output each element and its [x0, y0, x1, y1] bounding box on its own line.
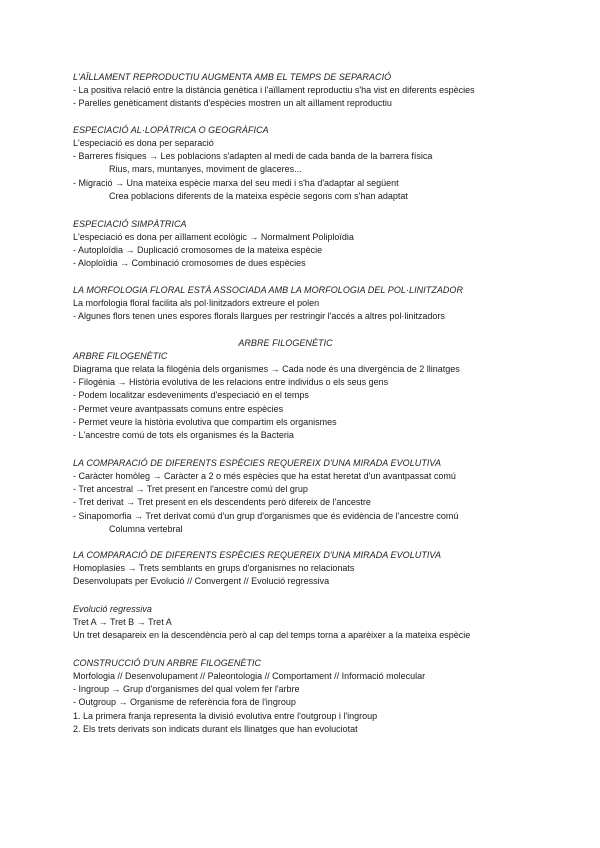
text-line-indented: Rius, mars, muntanyes, moviment de glaceres... — [109, 164, 302, 175]
section-heading: ESPECIACIÓ AL·LOPÀTRICA O GEOGRÀFICA — [73, 125, 269, 135]
text-line: - Algunes flors tenen unes espores florals llargues per restringir l'accés a altres pol·linitzadors — [73, 311, 445, 322]
section-heading: Evolució regressiva — [73, 604, 152, 614]
text-line: - Parelles genèticament distants d'espècies mostren un alt aïllament reproductiu — [73, 98, 392, 109]
text-line: - Outgroup → Organisme de referència fora de l'ingroup — [73, 697, 296, 708]
text-line: L'especiació es dona per aïllament ecològic → Normalment Poliploïdia — [73, 232, 354, 242]
text-line-indented: Columna vertebral — [109, 523, 183, 534]
text-line: - Sinapomorfia → Tret derivat comú d'un grup d'organismes que és evidència de l'ancestre comú — [73, 510, 459, 521]
section-construccio — [73, 657, 553, 736]
text-line: - La positiva relació entre la distància genètica i l'aïllament reproductiu s'ha vist en diferents espècies — [73, 85, 475, 95]
text-line: 2. Els trets derivats son indicats durant els llinatges que han evoluciotat — [73, 723, 358, 734]
section-evolucio-regressiva — [73, 603, 553, 642]
section-aillament — [73, 71, 553, 110]
text-line: - Tret derivat → Tret present en els descendents però difereix de l'ancestre — [73, 497, 371, 508]
section-comparacio-1 — [73, 457, 553, 536]
section-heading: ESPECIACIÓ SIMPÀTRICA — [73, 219, 187, 229]
text-line-indented: Crea poblacions diferents de la mateixa espècie segons com s'han adaptat — [109, 190, 408, 201]
section-heading: LA MORFOLOGIA FLORAL ESTÀ ASSOCIADA AMB LA MORFOLOGIA DEL POL·LINITZADOR — [73, 285, 464, 295]
text-line: Morfologia // Desenvolupament // Paleontologia // Comportament // Informació molecular — [73, 671, 426, 681]
text-line: - Migració → Una mateixa espècie marxa del seu medi i s'ha d'adaptar al següent — [73, 177, 399, 188]
section-heading: ARBRE FILOGENÈTIC — [73, 351, 168, 361]
text-line: - Aloploïdia → Combinació cromosomes de dues espècies — [73, 258, 306, 269]
main-title: ARBRE FILOGENÈTIC — [238, 338, 333, 348]
text-line: - Podem localitzar esdeveniments d'especiació en el temps — [73, 390, 309, 401]
section-arbre-filogenetic — [73, 337, 553, 442]
text-line: - Tret ancestral → Tret present en l'ancestre comú del grup — [73, 484, 308, 495]
section-heading: LA COMPARACIÓ DE DIFERENTS ESPÈCIES REQUEREIX D'UNA MIRADA EVOLUTIVA — [73, 458, 442, 468]
text-line: Diagrama que relata la filogènia dels organismes → Cada node és una divergència de 2 llinatges — [73, 364, 460, 374]
text-line: Un tret desapareix en la descendència però al cap del temps torna a aparèixer a la mateixa espècie — [73, 630, 471, 641]
section-morfologia-floral — [73, 284, 553, 323]
text-line: Homoplasies → Trets semblants en grups d'organismes no relacionats — [73, 563, 355, 573]
text-line: 1. La primera franja representa la divisió evolutiva entre l'outgroup i l'ingroup — [73, 710, 378, 721]
section-heading: L'AÏLLAMENT REPRODUCTIU AUGMENTA AMB EL TEMPS DE SEPARACIÓ — [73, 72, 392, 82]
text-line: - Filogènia → Història evolutiva de les relacions entre individus o els seus gens — [73, 377, 389, 388]
text-line: - Permet veure la història evolutiva que compartim els organismes — [73, 416, 337, 427]
text-line: - Permet veure avantpassats comuns entre espècies — [73, 403, 284, 414]
section-allopatrica — [73, 124, 553, 203]
text-line: La morfologia floral facilita als pol·linitzadors extreure el polen — [73, 298, 320, 308]
text-line: Tret A → Tret B → Tret A — [73, 617, 172, 627]
text-line: - Caràcter homòleg → Caràcter a 2 o més espècies que ha estat heretat d'un avantpassat comú — [73, 471, 456, 481]
text-line: - Ingroup → Grup d'organismes del qual volem fer l'arbre — [73, 684, 300, 695]
text-line: - Autoploïdia → Duplicació cromosomes de la mateixa espècie — [73, 245, 323, 256]
section-simpatrica — [73, 218, 553, 271]
section-heading: CONSTRUCCIÓ D'UN ARBRE FILOGENÈTIC — [73, 658, 262, 668]
text-line: - Barreres físiques → Les poblacions s'adapten al medi de cada banda de la barrera física — [73, 151, 433, 162]
text-line: - L'ancestre comú de tots els organismes és la Bacteria — [73, 429, 294, 440]
section-comparacio-2 — [73, 549, 553, 588]
section-heading: LA COMPARACIÓ DE DIFERENTS ESPÈCIES REQUEREIX D'UNA MIRADA EVOLUTIVA — [73, 550, 442, 560]
text-line: Desenvolupats per Evolució // Convergent // Evolució regressiva — [73, 576, 330, 587]
text-line: L'especiació es dona per separació — [73, 138, 214, 148]
